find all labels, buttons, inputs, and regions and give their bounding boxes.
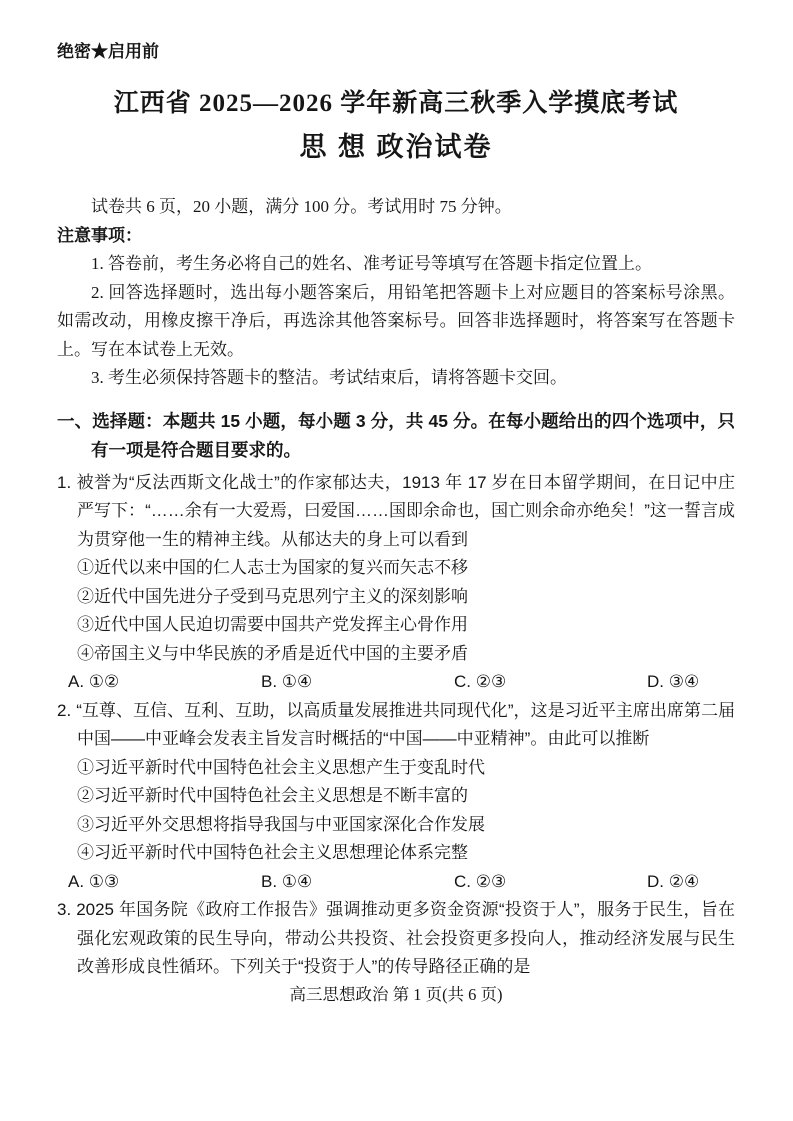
question-1-statement-2: ②近代中国先进分子受到马克思列宁主义的深刻影响 <box>77 586 468 606</box>
question-list <box>57 469 735 982</box>
exam-intro-block <box>57 193 735 393</box>
question-1-statement-3: ③近代中国人民迫切需要中国共产党发挥主心骨作用 <box>77 615 468 634</box>
question-3-number: 3. <box>57 900 72 919</box>
question-1-choice-a: A. ①② <box>68 672 120 691</box>
notice-item-1: 1. 答卷前，考生务必将自己的姓名、准考证号等填写在答题卡指定位置上。 <box>91 254 652 273</box>
question-2-choice-c: C. ②③ <box>454 871 507 891</box>
page-footer: 高三思想政治 第 1 页(共 6 页) <box>289 984 503 1004</box>
question-2-statement-1: ①习近平新时代中国特色社会主义思想产生于变乱时代 <box>77 757 485 777</box>
question-1-choice-d: D. ③④ <box>647 672 700 691</box>
question-1-statement-1: ①近代以来中国的仁人志士为国家的复兴而矢志不移 <box>77 558 468 577</box>
question-1-stem <box>57 469 735 555</box>
exam-title: 江西省 2025—2026 学年新高三秋季入学摸底考试 <box>113 90 679 117</box>
subject-title: 思 想 政治试卷 <box>299 132 493 162</box>
question-1 <box>57 469 735 697</box>
question-2-statement-4: ④习近平新时代中国特色社会主义思想理论体系完整 <box>77 843 468 862</box>
question-1-stem-text: 被誉为“反法西斯文化战士”的作家郁达夫，1913 年 17 岁在日本留学期间，在日记中庄严写下：“……余有一大爱焉，曰爱国……国即余命也，国亡则余命亦绝矣！”这一誓言成为贯穿他一生的精神主线。从郁达夫的身上可以看到 <box>76 472 735 549</box>
question-1-choices <box>57 668 735 697</box>
question-2-statement-2: ②习近平新时代中国特色社会主义思想是不断丰富的 <box>77 786 468 805</box>
notice-item-2: 2. 回答选择题时，选出每小题答案后，用铅笔把答题卡上对应题目的答案标号涂黑。如需改动，用橡皮擦干净后，再选涂其他答案标号。回答非选择题时，将答案写在答题卡上。写在本试卷上无效。 <box>57 282 735 359</box>
question-2 <box>57 697 735 897</box>
question-1-choice-c: C. ②③ <box>454 672 507 691</box>
question-2-choices <box>57 868 735 897</box>
question-2-choice-b: B. ①④ <box>261 871 313 891</box>
question-3-stem-text: 2025 年国务院《政府工作报告》强调推动更多资金资源“投资于人”，服务于民生，旨在强化宏观政策的民生导向，带动公共投资、社会投资更多投向人，推动经济发展与民生改善形成良性循环。下列关于“投资于人”的传导路径正确的是 <box>76 900 735 976</box>
exam-info-line: 试卷共 6 页，20 小题，满分 100 分。考试用时 75 分钟。 <box>91 197 512 216</box>
question-2-number: 2. <box>57 700 72 720</box>
question-2-stem-text: “互尊、互信、互利、互助，以高质量发展推进共同现代化”，这是习近平主席出席第二届中国——中亚峰会发表主旨发言时概括的“中国——中亚精神”。由此可以推断 <box>76 700 735 748</box>
notice-heading: 注意事项： <box>57 225 142 245</box>
question-1-choice-b: B. ①④ <box>261 672 313 691</box>
question-2-choice-a: A. ①③ <box>68 871 120 891</box>
question-3-stem <box>57 896 735 982</box>
question-3 <box>57 896 735 982</box>
question-1-statement-4: ④帝国主义与中华民族的矛盾是近代中国的主要矛盾 <box>77 643 468 663</box>
question-2-statement-3: ③习近平外交思想将指导我国与中亚国家深化合作发展 <box>77 814 485 834</box>
question-2-choice-d: D. ②④ <box>647 871 700 891</box>
notice-item-3: 3. 考生必须保持答题卡的整洁。考试结束后，请将答题卡交回。 <box>91 368 567 387</box>
question-1-number: 1. <box>57 472 72 492</box>
section-1-heading: 一、选择题：本题共 15 小题，每小题 3 分，共 45 分。在每小题给出的四个选项中，只有一项是符合题目要求的。 <box>57 410 735 460</box>
question-2-stem <box>57 697 735 754</box>
security-classification-label: 绝密★启用前 <box>57 42 159 61</box>
